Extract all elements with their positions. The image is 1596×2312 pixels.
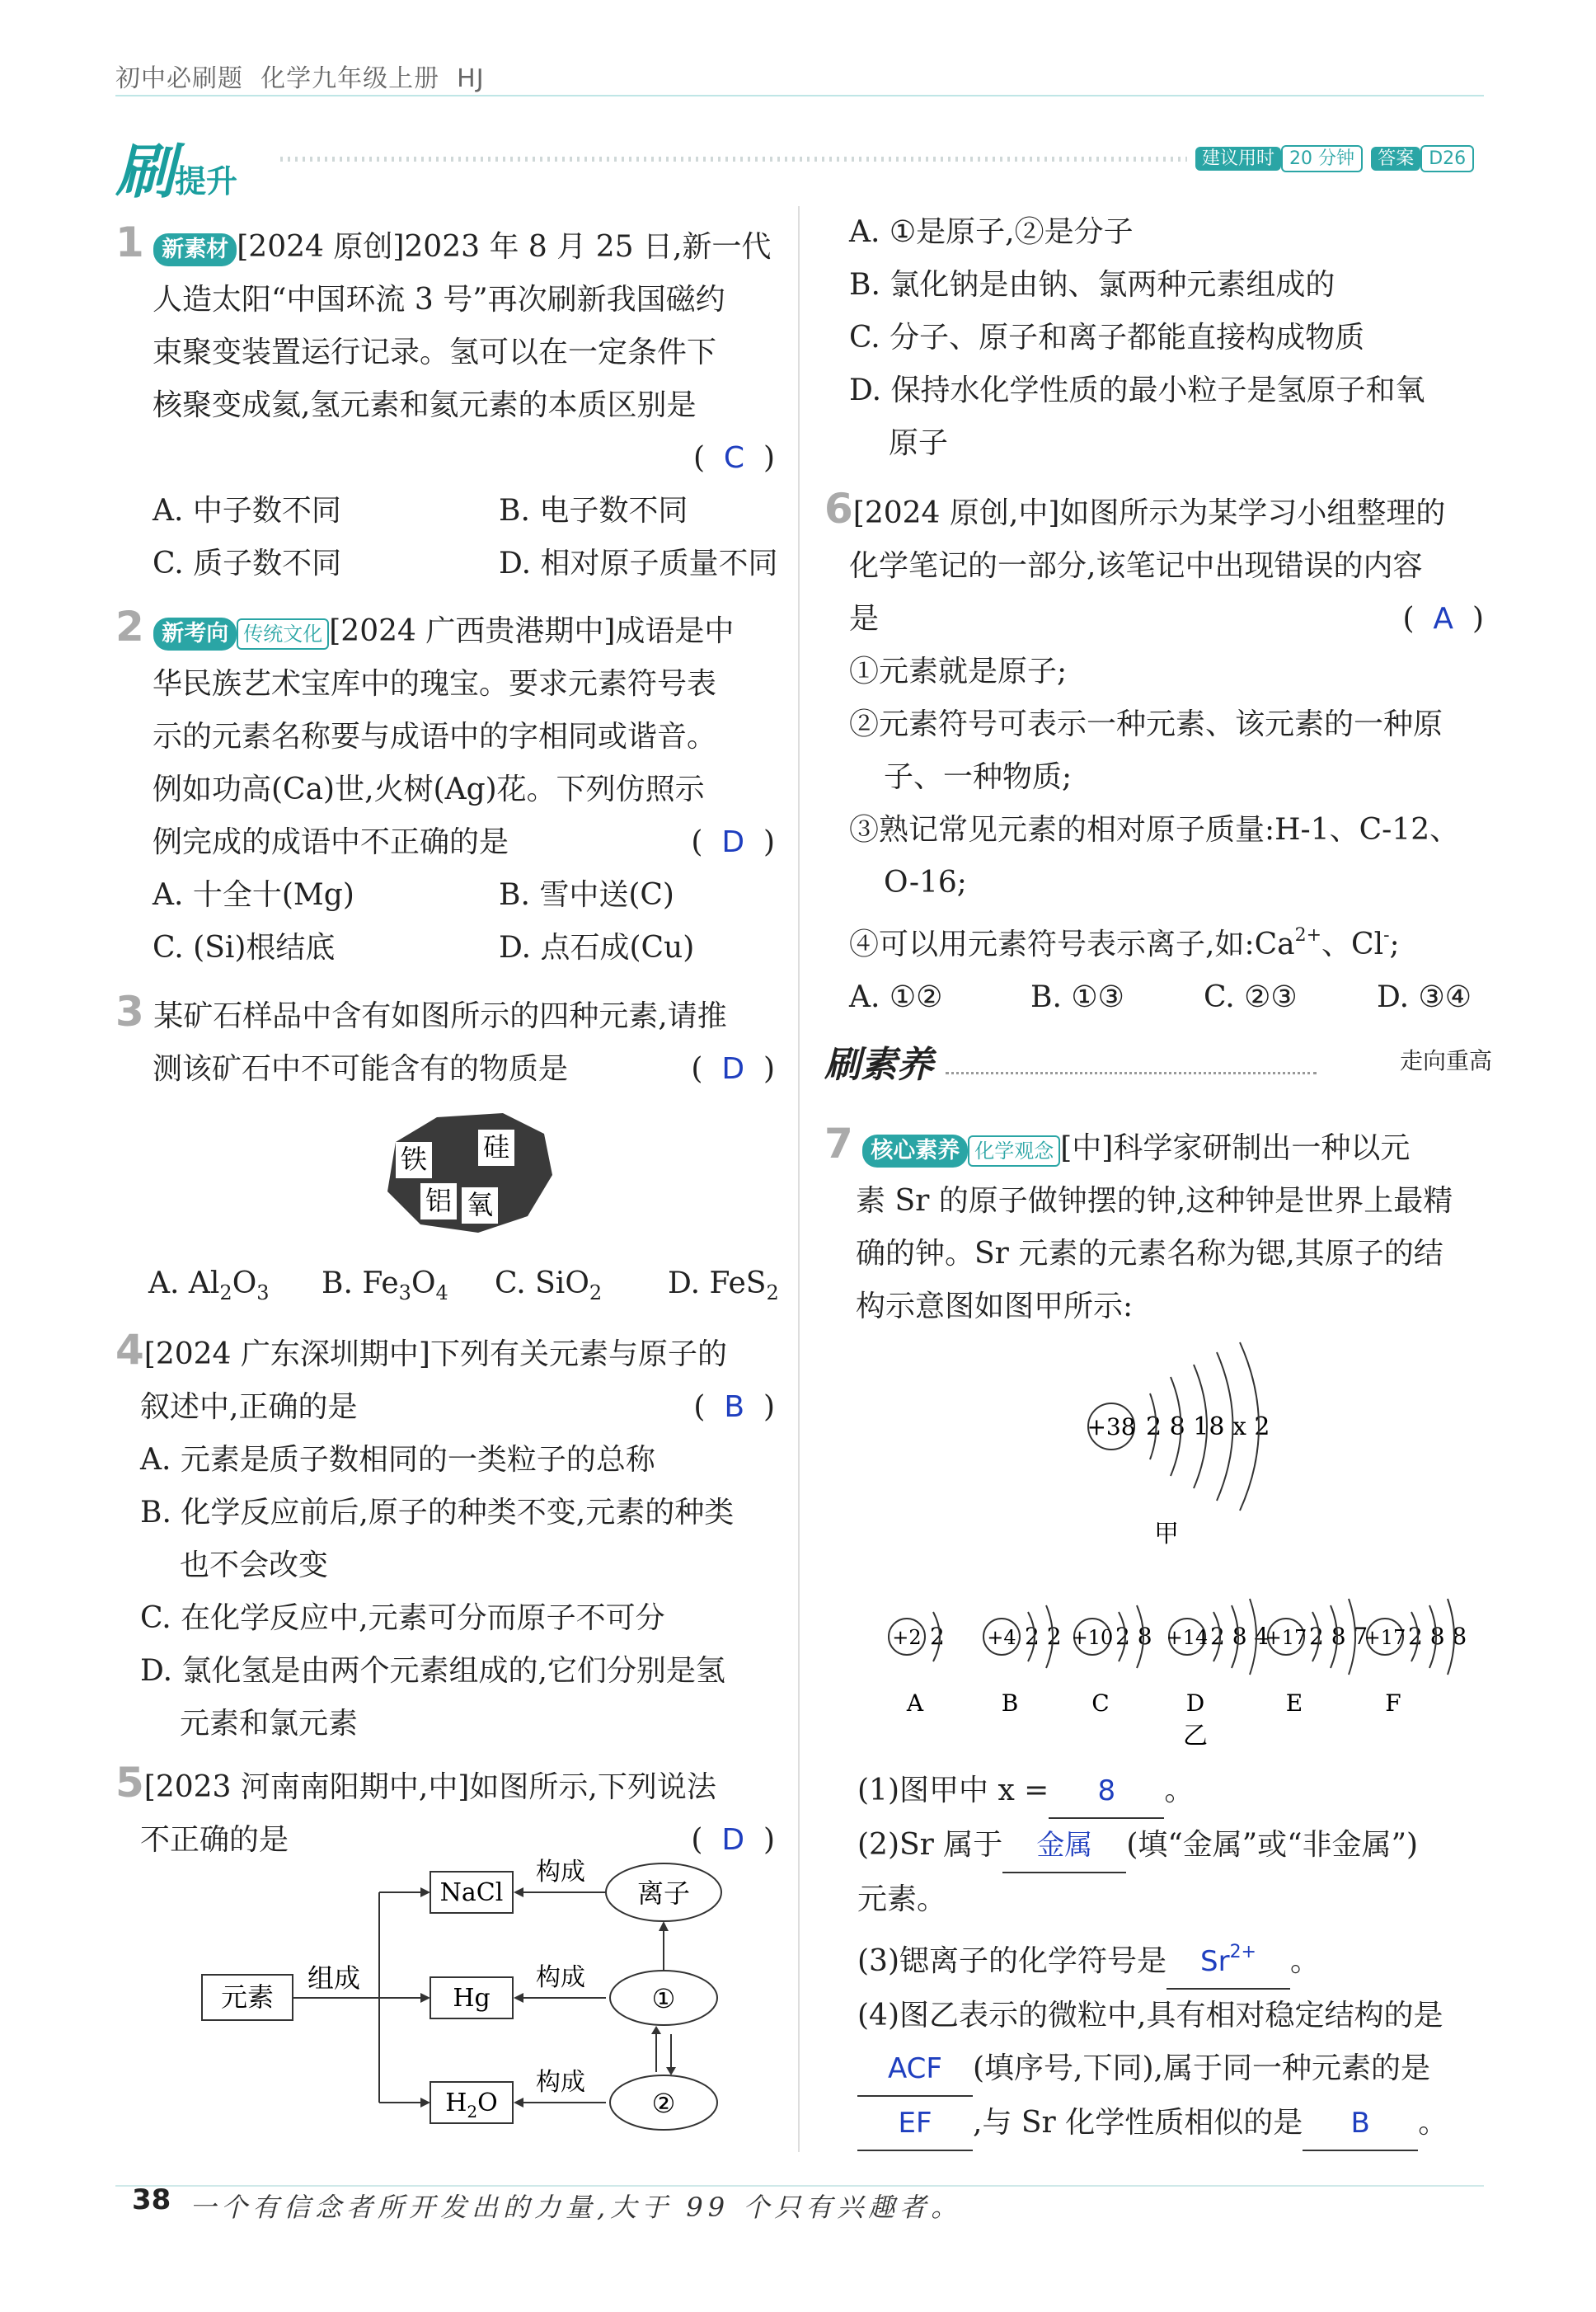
nucleus-charge: +17 xyxy=(1364,1626,1406,1649)
electron-shells: 2 8 8 xyxy=(1408,1623,1467,1650)
particle-B xyxy=(983,1605,1062,1717)
particle-label: B xyxy=(1001,1689,1019,1717)
answer-blank: 金属 xyxy=(1002,1819,1126,1873)
node-1: ① xyxy=(651,1983,676,2014)
electron-shells: 2 8 4 xyxy=(1210,1623,1270,1650)
answer-blank: $Sr^{2+}$ xyxy=(1166,1926,1290,1990)
svg-text:组成: 组成 xyxy=(307,1962,361,1994)
time-info: 建议用时 20 分钟 答案 D26 xyxy=(1195,144,1474,170)
new-material-badge: 新素材 xyxy=(153,233,237,266)
question-4: 4[2024 广东深圳期中]下列有关元素与原子的 叙述中,正确的是 ( B ) A. 元素是质子数相同的一类粒子的总称 B. 化学反应前后,原子的种类不变,元素的种类 也不会改变 C. 在化学反应中,元素可分而原子不可分 D. 氯化氢是由两个元素组成的,它们分别是氢 元素和氯元素 xyxy=(115,1326,775,1741)
rock-label: 硅 xyxy=(482,1131,510,1163)
svg-text:2 8 18 x 2: 2 8 18 x 2 xyxy=(1146,1412,1270,1441)
electron-shells: 2 8 7 xyxy=(1309,1623,1368,1650)
nucleus-charge: +17 xyxy=(1265,1626,1307,1649)
h2o-box: $H_2O$ xyxy=(445,2089,498,2122)
particle-label: E xyxy=(1285,1689,1303,1717)
footer-motto: 一个有信念者所开发出的力量,大于 99 个只有兴趣者。 xyxy=(190,2192,963,2223)
question-2: 2 新考向 传统文化 [2024 广西贵港期中]成语是中 华民族艺术宝库中的瑰宝。要求元素符号表 示的元素名称要与成语中的字相同或谐音。 例如功高(Ca)世,火树(Ag)花。下列仿照示 例完成的成语中不正确的是 ( D ) A. 十全十(Mg) B. 雪中送(C) C. (Si)根结底 D. 点石成(Cu) xyxy=(115,603,775,965)
question-5: 5[2023 河南南阳期中,中]如图所示,下列说法 不正确的是 ( D ) xyxy=(115,1759,775,1857)
particle-D xyxy=(1166,1599,1270,1717)
answer-blank: EF xyxy=(857,2097,973,2151)
answer-blank: B xyxy=(1303,2097,1418,2151)
svg-text:+38: +38 xyxy=(1087,1413,1136,1440)
header-divider xyxy=(115,95,1484,96)
answer-blank: 8 xyxy=(1049,1765,1164,1819)
dotted-divider xyxy=(280,157,1187,162)
question-6: 6[2024 原创,中]如图所示为某学习小组整理的 化学笔记的一部分,该笔记中出现错误的内容 是 ( A ) ①元素就是原子; ②元素符号可表示一种元素、该元素的一种原 子、一种物质; ③熟记常见元素的相对原子质量:H-1、C-12、 O-16; ④可以用元素符号表示离子,如$:Ca^{2+}$、Cl-; A. ①② B. ①③ C. ②③ D. ③④ xyxy=(824,485,1484,1014)
nucleus-charge: +4 xyxy=(987,1626,1016,1649)
particle-structures xyxy=(874,1558,1484,1748)
particle-label: F xyxy=(1385,1689,1401,1717)
nacl-box: NaCl xyxy=(439,1878,504,1907)
answer-blank: ACF xyxy=(857,2042,973,2097)
section-title: 刷提升 xyxy=(115,137,238,206)
particle-C xyxy=(1072,1605,1152,1717)
element-diagram xyxy=(190,1851,750,2140)
nucleus-charge: +10 xyxy=(1071,1626,1114,1649)
question-3: 3 某矿石样品中含有如图所示的四种元素,请推 测该矿石中不可能含有的物质是 ( D ) xyxy=(115,988,775,1086)
nucleus-charge: +14 xyxy=(1166,1626,1209,1649)
particle-label: A xyxy=(906,1689,924,1717)
svg-text:构成: 构成 xyxy=(536,1858,585,1887)
column-divider xyxy=(798,206,800,2152)
hg-box: Hg xyxy=(453,1984,491,2013)
ion-node: 离子 xyxy=(636,1877,691,1909)
svg-text:构成: 构成 xyxy=(536,2068,585,2097)
particle-label: C xyxy=(1091,1689,1110,1717)
particle-E xyxy=(1265,1599,1368,1717)
rock-label: 铁 xyxy=(400,1144,428,1175)
figure-label: 乙 xyxy=(1183,1722,1208,1748)
nucleus-charge: +2 xyxy=(892,1626,922,1649)
rock-label: 氧 xyxy=(466,1189,494,1220)
svg-text:甲: 甲 xyxy=(1154,1520,1179,1548)
node-2: ② xyxy=(651,2088,676,2119)
book-header: 初中必刷题 化学九年级上册 HJ xyxy=(115,64,485,93)
particle-F xyxy=(1364,1599,1467,1717)
sr-atom-structure xyxy=(1072,1336,1286,1550)
electron-shells: 2 xyxy=(930,1623,945,1650)
q5-options: A. ①是原子,②是分子 B. 氯化钠是由钠、氯两种元素组成的 C. 分子、原子和离子都能直接构成物质 D. 保持水化学性质的最小粒子是氢原子和氧 原子 xyxy=(849,215,1425,460)
section-2-header: 刷素养 走向重高 xyxy=(824,1044,1492,1086)
electron-shells: 2 8 xyxy=(1115,1623,1152,1650)
element-box: 元素 xyxy=(220,1981,275,2013)
ore-rock-figure xyxy=(379,1109,561,1241)
page-number: 38 xyxy=(132,2183,171,2216)
answer: C xyxy=(723,441,745,475)
svg-text:构成: 构成 xyxy=(536,1963,585,1992)
q7-answers: (1)图甲中 x = 8 。 (2)Sr 属于 金属 (填“金属”或“非金属”) 元素。 (3)锶离子的化学符号是 $Sr^{2+}$ 。 (4)图乙表示的微粒中,具有相对稳定结构的是 ACF (填序号,下同),属于同一种元素的是 EF ,与 Sr 化学性质相似的是 B 。 xyxy=(857,1765,1500,2151)
rock-label: 铝 xyxy=(425,1185,453,1216)
question-1: 1 新素材 [2024 原创]2023 年 8 月 25 日,新一代 人造太阳“中国环流 3 号”再次刷新我国磁约 束聚变装置运行记录。氢可以在一定条件下 核聚变成氦,氢元素和氦元素的本质区别是 ( C ) A. 中子数不同 B. 电子数不同 C. 质子数不同 D. 相对原子质量不同 xyxy=(115,219,778,580)
particle-label: D xyxy=(1185,1689,1205,1717)
question-7: 7 核心素养 化学观念 [中]科学家研制出一种以元 素 Sr 的原子做钟摆的钟,这种钟是世界上最精 确的钟。Sr 元素的元素名称为锶,其原子的结 构示意图如图甲所示: xyxy=(824,1120,1453,1323)
electron-shells: 2 2 xyxy=(1025,1623,1062,1650)
q3-options: A. $Al_2O_3$ B. $Fe_3O_4$ C. SiO$_2$ D. FeS$_2$ xyxy=(148,1266,779,1304)
particle-A xyxy=(889,1612,945,1717)
